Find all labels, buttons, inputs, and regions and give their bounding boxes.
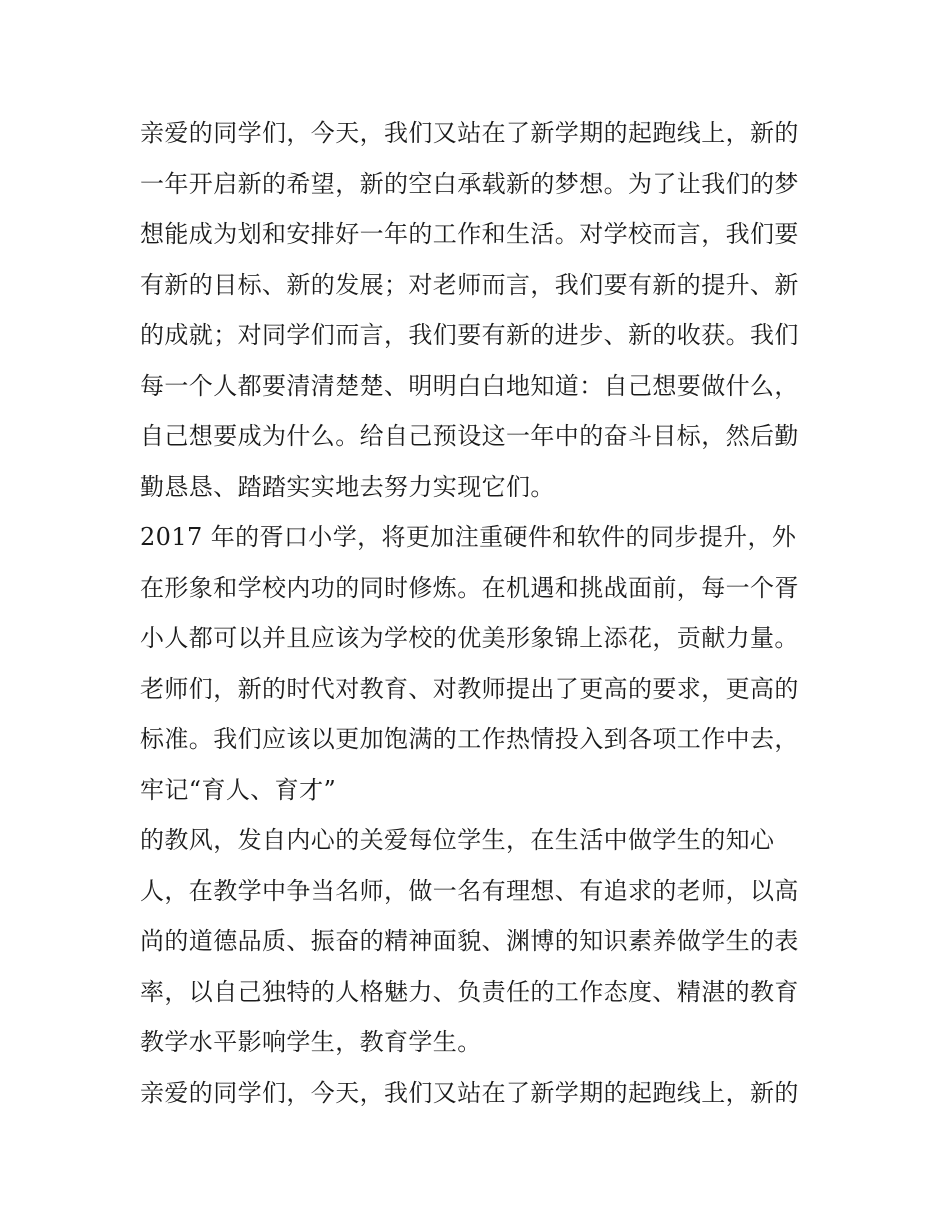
text-line: 人，在教学中争当名师，做一名有理想、有追求的老师，以高 [140, 876, 799, 905]
text-line: 亲爱的同学们，今天，我们又站在了新学期的起跑线上，新的 [140, 1078, 799, 1107]
text-line: 老师们，新的时代对教育、对教师提出了更高的要求，更高的 [140, 674, 799, 703]
text-line: 小人都可以并且应该为学校的优美形象锦上添花，贡献力量。 [140, 624, 799, 652]
text-line: 的成就；对同学们而言，我们要有新的进步、新的收获。我们 [140, 321, 799, 349]
text-line: 有新的目标、新的发展；对老师而言，我们要有新的提升、新 [140, 270, 799, 299]
text-line: 标准。我们应该以更加饱满的工作热情投入到各项工作中去， [140, 725, 799, 753]
text-line: 教学水平影响学生，教育学生。 [140, 1028, 482, 1056]
text-line: 一年开启新的希望，新的空白承载新的梦想。为了让我们的梦 [140, 169, 799, 198]
document-body [140, 108, 830, 1118]
text-line: 勤恳恳、踏踏实实地去努力实现它们。 [140, 472, 555, 501]
text-line: 自己想要成为什么。给自己预设这一年中的奋斗目标，然后勤 [140, 422, 799, 450]
text-line: 率，以自己独特的人格魅力、负责任的工作态度、精湛的教育 [140, 977, 799, 1006]
text-line: 亲爱的同学们，今天，我们又站在了新学期的起跑线上，新的 [140, 119, 799, 147]
text-line: 牢记“育人、育才” [140, 775, 337, 804]
text-line: 每一个人都要清清楚楚、明明白白地知道：自己想要做什么， [140, 371, 799, 400]
text-line: 想能成为划和安排好一年的工作和生活。对学校而言，我们要 [140, 220, 799, 248]
text-line: 2017 年的胥口小学，将更加注重硬件和软件的同步提升，外 [140, 523, 797, 551]
text-line: 在形象和学校内功的同时修炼。在机遇和挑战面前，每一个胥 [140, 573, 799, 602]
text-line: 的教风，发自内心的关爱每位学生，在生活中做学生的知心 [140, 826, 775, 854]
text-line: 尚的道德品质、振奋的精神面貌、渊博的知识素养做学生的表 [140, 927, 799, 955]
